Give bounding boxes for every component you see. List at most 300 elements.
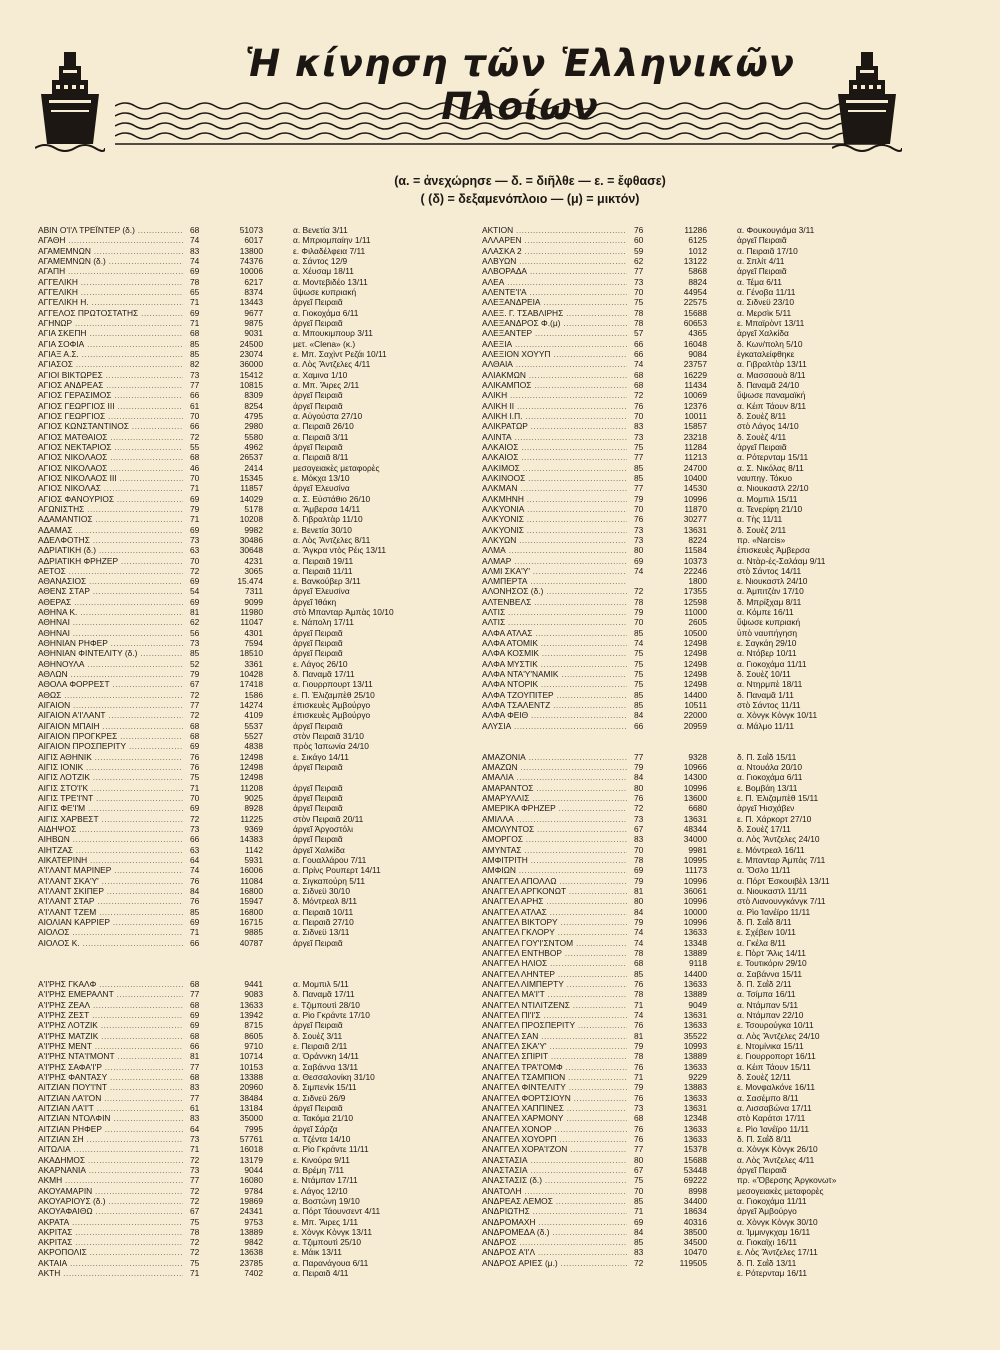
ship-year: 68 [634,1113,644,1124]
ship-status: δ. Σουὲζ 8/11 [737,410,787,421]
ship-year: 76 [634,1020,644,1031]
ship-row [482,638,942,648]
ship-year: 68 [190,999,200,1010]
ship-tonnage: 35522 [683,1030,707,1041]
ship-tonnage: 8605 [244,1030,263,1041]
ship-year: 76 [634,1092,644,1103]
ship-row [38,576,498,586]
ship-row [482,566,942,576]
ship-year: 76 [634,978,644,989]
ship-year: 70 [634,1185,644,1196]
ship-year: 77 [634,452,644,463]
ship-status: δ. Κων/πολη 5/10 [737,338,803,349]
ship-status: α. Γιουρρπουρτ 13/11 [293,679,373,690]
ship-year: 75 [634,669,644,680]
ship-name: ΑΙΤΩΛΙΑ ..... [38,1144,183,1154]
ship-name: ΑΝΑΣΤΑΣΙΑ ..... [482,1155,627,1165]
ship-tonnage: 13633 [683,1133,707,1144]
ship-name: ΑΝΑΓΓΕΛ ΤΡΑ'Ι'ΟΜΦ ..... [482,1062,627,1072]
ship-row [38,328,498,338]
ship-name: ΑΘΗΝΑΙ ..... [38,628,183,638]
ship-year: 77 [634,1144,644,1155]
ship-row [482,1186,942,1196]
ship-status: δ. Σουὲζ 3/11 [293,1030,343,1041]
ship-tonnage: 44954 [683,286,707,297]
ship-list-left [38,225,498,1278]
ship-tonnage: 3361 [244,658,263,669]
ship-row [482,896,942,906]
ship-tonnage: 48344 [683,824,707,835]
ship-name: ΑΚΑΡΝΑΝΙΑ ..... [38,1165,183,1175]
ship-year: 62 [634,255,644,266]
ship-tonnage: 60653 [683,317,707,328]
ship-tonnage: 11213 [684,452,707,463]
ship-name: ΑΛΜΙ ΣΚΑ'Υ' ..... [482,566,627,576]
ship-name: ΑΓΙΟΣ ΝΙΚΟΛΑΟΣ ..... [38,452,183,462]
ship-status: ἀργεῖ Πειραιᾶ [293,762,343,773]
ship-status: ε. Μάικ 13/11 [293,1247,342,1258]
ship-name: ΑΛΚΥΟΝΙΣ ..... [482,525,627,535]
ship-year: 61 [190,1102,200,1113]
ship-row [38,246,498,256]
ship-tonnage: 13122 [683,255,707,266]
ship-year: 63 [190,545,200,556]
ship-tonnage: 12498 [683,658,707,669]
ship-tonnage: 8715 [244,1020,263,1031]
ship-year: 76 [634,514,644,525]
ship-name: ΑΓΙΟΣ ΚΩΝΣΤΑΝΤΙΝΟΣ ..... [38,421,183,431]
ship-row [482,1206,942,1216]
ship-tonnage: 10428 [239,669,263,680]
ship-name: ΑΓΙΟΣ ΓΕΩΡΓΙΟΣ ..... [38,411,183,421]
ship-year: 61 [190,400,200,411]
ship-year: 77 [190,1061,200,1072]
ship-row [482,803,942,813]
ship-year: 66 [190,421,200,432]
ship-year: 71 [634,1206,644,1217]
ship-status: α. Τζέντα 14/10 [293,1133,351,1144]
ship-name: ΑΛΚΙΜΟΣ ..... [482,463,627,473]
ship-tonnage: 23785 [239,1257,263,1268]
ship-tonnage: 17355 [683,586,707,597]
ship-tonnage: 24700 [683,462,707,473]
ship-tonnage: 9369 [244,824,263,835]
ship-tonnage: 74376 [239,255,263,266]
ship-row [482,339,942,349]
ship-tonnage: 15345 [239,472,263,483]
ship-status: δ. Γιβραλτὰρ 11/10 [293,514,363,525]
ship-status: μεσογειακὲς μεταφορὲς [737,1185,824,1196]
ship-row [482,1155,942,1165]
ship-year: 80 [634,782,644,793]
ship-name: ΑΛΦΑ ΤΣΑΛΕΝΤΖ ..... [482,700,627,710]
ship-row [482,710,942,720]
ship-status: α. Κόμπε 16/11 [737,607,794,618]
ship-name: ΑΛΕΝΤΕ'Ι'Α ..... [482,287,627,297]
ship-tonnage: 10500 [683,627,707,638]
ship-icon [832,48,902,153]
ship-name: ΑΓΙΟΣ ΓΕΩΡΓΙΟΣ III ..... [38,401,183,411]
ship-status: δ. Μόντρεαλ 8/11 [293,896,357,907]
ship-row [482,659,942,669]
ship-year: 83 [634,834,644,845]
ship-status: α. Γκέλα 8/11 [737,937,786,948]
ship-year: 75 [634,679,644,690]
ship-row [482,617,942,627]
ship-row [482,793,942,803]
ship-name: ΑΘΗΝΑΙ ..... [38,617,183,627]
ship-status: α. Λὸς Ἄντζελες 24/10 [737,834,820,845]
ship-status: ε. Μονφαλκόνε 16/11 [737,1082,815,1093]
ship-year: 83 [634,1247,644,1258]
ship-status: ἐπισκευὲς Ἀμβερσα [737,545,810,556]
ship-name: ΑΓΙΟΣ ΝΙΚΟΛΑΟΣ ..... [38,463,183,473]
ship-year: 67 [190,1206,200,1217]
ship-name: ΑΛΕΞΑΝΤΕΡ ..... [482,328,627,338]
ship-name: Α'Ι'ΡΗΣ ΜΕΝΤ ..... [38,1041,183,1051]
ship-tonnage: 9328 [688,751,707,762]
ship-tonnage: 30277 [683,514,707,525]
ship-tonnage: 13633 [683,1020,707,1031]
ship-name: ΑΝΔΡΙΩΤΗΣ ..... [482,1206,627,1216]
ship-status: α. Σιγκαπούρη 5/11 [293,875,365,886]
ship-tonnage: 4109 [244,710,263,721]
ship-status: α. Ὄσλο 11/11 [737,865,791,876]
ship-name: ΑΜΑΛΙΑ ..... [482,772,627,782]
ship-status: ὑπὸ ναυπήγηση [737,627,798,638]
ship-row [482,256,942,266]
ship-status: α. Ἀμπιτζὰν 17/10 [737,586,804,597]
ship-status: α. Πειραιᾶ 26/10 [293,421,354,432]
ship-name: ΑΝΑΓΓΕΛ ΛΙΜΠΕΡΤΥ ..... [482,979,627,989]
ship-year: 75 [634,658,644,669]
ship-tonnage: 9049 [688,999,707,1010]
ship-row [38,566,498,576]
ship-name: ΑΝΔΡΟΣ Α'Ι'Λ ..... [482,1247,627,1257]
ship-row [38,917,498,927]
ship-row [38,783,498,793]
ship-row [482,535,942,545]
ship-tonnage: 13631 [683,813,707,824]
ship-year: 79 [634,875,644,886]
ship-year: 85 [190,348,200,359]
ship-year: 66 [190,834,200,845]
ship-row [482,1103,942,1113]
ship-tonnage: 38484 [239,1092,263,1103]
ship-name: ΑΝΑΓΓΕΛ ΑΡΗΣ ..... [482,896,627,906]
ship-year: 73 [190,638,200,649]
ship-name: ΑΝΔΡΟΜΕΔΑ (δ.) ..... [482,1227,627,1237]
ship-row [38,525,498,535]
ship-status: ε. Βομβάη 13/11 [737,782,798,793]
ship-row [482,690,942,700]
ship-tonnage: 9842 [244,1237,263,1248]
ship-tonnage: 9982 [244,524,263,535]
ship-status: πρ. «Narcis» [737,534,786,545]
ship-status: ε. Κινούρα 9/11 [293,1154,350,1165]
ship-tonnage: 13348 [683,937,707,948]
ship-row [482,907,942,917]
ship-status: α. Παρανάγουα 6/11 [293,1257,369,1268]
ship-year: 68 [634,958,644,969]
ship-year: 85 [634,689,644,700]
ship-row [482,349,942,359]
ship-row [38,421,498,431]
ship-year: 81 [634,1030,644,1041]
ship-name: ΑΔΡΙΑΤΙΚΗ (δ.) ..... [38,545,183,555]
ship-name: ΑΛΚΙΝΟΟΣ ..... [482,473,627,483]
ship-tonnage: 7311 [244,586,263,597]
ship-tonnage: 15688 [683,307,707,318]
ship-tonnage: 22575 [683,297,707,308]
ship-status: α. Ντόβερ 10/11 [737,648,797,659]
ship-row [38,721,498,731]
ship-status: ε. Ρὶο Ἰανέϊρο 11/11 [737,1123,810,1134]
ship-name: ΑΛΛΑΡΕΝ ..... [482,235,627,245]
ship-name: ΑΓΙΟΣ ΦΑΝΟΥΡΙΟΣ ..... [38,494,183,504]
ship-status: ἀργεῖ Ἐλευσίνα [293,586,350,597]
ship-status: δ. Π. Σαῒδ 13/11 [737,1257,797,1268]
ship-tonnage: 15688 [683,1154,707,1165]
ship-row [38,1165,498,1175]
ship-year: 71 [190,927,200,938]
ship-status: α. Ρὶο Γκράντε 11/11 [293,1144,369,1155]
ship-tonnage: 16715 [239,916,263,927]
ship-tonnage: 5527 [244,731,263,742]
ship-tonnage: 11870 [684,503,707,514]
ship-name: ΑΛΕΞΙΟΝ ΧΟΥΥΠ ..... [482,349,627,359]
ship-year: 68 [190,720,200,731]
ship-name: ΑΝΑΓΓΕΛ ΑΡΓΚΟΝΩΤ ..... [482,886,627,896]
ship-tonnage: 14383 [239,834,263,845]
ship-row [482,411,942,421]
ship-name: ΑΛΘΑΙΑ ..... [482,359,627,369]
ship-name: ΑΜΙΛΛΑ ..... [482,814,627,824]
ship-tonnage: 9784 [244,1185,263,1196]
ship-name: ΑΚΟΥΑΡΙΟΥΣ (δ.) ..... [38,1196,183,1206]
ship-row [38,886,498,896]
ship-row [38,1247,498,1257]
ship-status: ε. Π. Χάρκορτ 27/10 [737,813,812,824]
ship-tonnage: 4231 [244,555,263,566]
ship-year: 71 [634,999,644,1010]
ship-tonnage: 11286 [684,225,707,235]
ship-name: ΑΚΟΥΑΦΑΙΘΩ ..... [38,1206,183,1216]
ship-tonnage: 1800 [688,576,707,587]
ship-year: 71 [190,1144,200,1155]
ship-row [482,762,942,772]
ship-year: 72 [190,1185,200,1196]
ship-year: 69 [190,266,200,277]
ship-row [38,1041,498,1051]
ship-year: 68 [634,369,644,380]
ship-tonnage: 34500 [683,1237,707,1248]
ship-tonnage: 1142 [244,844,263,855]
ship-row [482,1165,942,1175]
ship-tonnage: 11173 [684,865,707,876]
ship-row [38,793,498,803]
ship-name: Α'Ι'ΡΗΣ ΖΕΣΤ ..... [38,1010,183,1020]
ship-status: α. Πειραιᾶ 4/11 [293,1268,349,1279]
ship-name: ΑΘΕΝΣ ΣΤΑΡ ..... [38,586,183,596]
ship-name: Α'Ι'ΡΗΣ ΜΑΤΖΙΚ ..... [38,1031,183,1041]
ship-year: 70 [634,844,644,855]
ship-row [482,432,942,442]
ship-tonnage: 119505 [679,1257,707,1268]
ship-name: ΑΛΙΚΗ Ι.Π. ..... [482,411,627,421]
ship-row [482,865,942,875]
ship-name: Α'Ι'ΛΑΝΤ ΣΤΑΡ ..... [38,896,183,906]
ship-name: ΑΛΕΞΑΝΔΡΟΣ Φ.(μ) ..... [482,318,627,328]
list-spacer [482,741,942,751]
ship-row [38,855,498,865]
ship-tonnage: 26537 [239,452,263,463]
ship-tonnage: 30486 [239,534,263,545]
ship-tonnage: 9083 [244,989,263,1000]
ship-year: 80 [634,545,644,556]
ship-tonnage: 13633 [239,999,263,1010]
ship-row [482,1031,942,1041]
ship-name: ΑΝΑΓΓΕΛ ΝΤΙΛΙΤΖΕΝΣ ..... [482,1000,627,1010]
ship-year: 69 [190,803,200,814]
ship-year: 79 [634,493,644,504]
ship-year: 85 [190,906,200,917]
ship-year: 84 [634,906,644,917]
ship-status: α. Σ. Εὐστάθιο 26/10 [293,493,371,504]
ship-status: δ. Σουὲζ 17/11 [737,824,791,835]
ship-tonnage: 8998 [688,1185,707,1196]
ship-tonnage: 13889 [239,1226,263,1237]
ship-row [38,287,498,297]
ship-status: α. Γιβραλτὰρ 13/11 [737,359,807,370]
ship-name: ΑΛΥΣΙΑ ..... [482,721,627,731]
ship-status: α. Σιδνεϋ 13/11 [293,927,350,938]
ship-row [38,979,498,989]
ship-name: Α'Ι'ΡΗΣ ΣΑΦΑ'Ι'Ρ ..... [38,1062,183,1072]
ship-name: ΑΛΑΣΚΑ 2 ..... [482,246,627,256]
ship-row [38,473,498,483]
ship-name: ΑΒΙΝ Ο'Ι'Λ ΤΡΕΪΝΤΕΡ (δ.) ..... [38,225,183,235]
ship-row [38,225,498,235]
ship-year: 52 [190,658,200,669]
ship-name: ΑΝΔΡΟΜΑΧΗ ..... [482,1217,627,1227]
ship-status: στὸ Λιανουνγκάνγκ 7/11 [737,896,826,907]
ship-row [482,783,942,793]
ship-status: α. Σαβάννα 15/11 [737,968,803,979]
ship-tonnage: 51073 [239,225,263,235]
ship-row [482,1000,942,1010]
ship-row [38,442,498,452]
ship-tonnage: 13184 [239,1102,263,1113]
ship-tonnage: 38500 [683,1226,707,1237]
ship-status: α. Τσίμπα 16/11 [737,989,796,1000]
ship-tonnage: 10153 [239,1061,263,1072]
ship-year: 69 [190,576,200,587]
ship-name: ΑΙΟΛΟΣ Κ. ..... [38,938,183,948]
ship-year: 72 [190,1247,200,1258]
list-spacer [38,958,498,968]
ship-row [38,463,498,473]
ship-year: 67 [190,679,200,690]
ship-year: 81 [634,886,644,896]
ship-year: 71 [190,514,200,525]
ship-year: 77 [634,751,644,762]
ship-year: 70 [190,472,200,483]
ship-name: ΑΜΥΝΤΑΣ ..... [482,845,627,855]
ship-year: 77 [634,266,644,277]
ship-row [38,845,498,855]
ship-name: ΑΓΓΕΛΟΣ ΠΡΩΤΟΣΤΑΤΗΣ ..... [38,308,183,318]
ship-tonnage: 17418 [239,679,263,690]
ship-row [38,504,498,514]
ship-tonnage: 5178 [244,503,263,514]
ship-row [38,339,498,349]
ship-row [38,628,498,638]
ship-row [38,1196,498,1206]
ship-tonnage: 14274 [239,700,263,711]
ship-year: 68 [190,1030,200,1041]
ship-year: 64 [190,855,200,866]
ship-name: Α'Ι'ΡΗΣ ΝΤΑ'Ι'ΜΟΝΤ ..... [38,1051,183,1061]
ship-tonnage: 13631 [683,1102,707,1113]
ship-tonnage: 11225 [240,813,263,824]
ship-name: ΑΛΚΑΙΟΣ ..... [482,442,627,452]
ship-tonnage: 16800 [239,906,263,917]
ship-name: ΑΓΙΑ ΣΚΕΠΗ ..... [38,328,183,338]
ship-year: 82 [190,359,200,370]
ship-row [38,814,498,824]
ship-row [482,917,942,927]
ship-tonnage: 13638 [239,1247,263,1258]
ship-row [38,1155,498,1165]
ship-year: 76 [190,751,200,762]
ship-status: α. Φουκουγιάμα 3/11 [737,225,815,235]
ship-tonnage: 12498 [239,762,263,773]
ship-status: α. Μπ. Ἄιρες 2/11 [293,379,360,390]
ship-name: ΑΚΡΑΤΑ ..... [38,1217,183,1227]
ship-name: ΑΝΑΓΓΕΛ ΓΟΥ'Ι'ΣΝΤΟΜ ..... [482,938,627,948]
ship-name: ΑΛΦΑ ΚΟΣΜΙΚ ..... [482,648,627,658]
ship-name: ΑΛΕΞ. Γ. ΤΣΑΒΛΙΡΗΣ ..... [482,308,627,318]
ship-status: ἀργεῖ Πειραιᾶ [293,317,343,328]
ship-row [482,979,942,989]
ship-row [482,473,942,483]
ship-row [482,246,942,256]
ship-year: 83 [634,421,644,432]
ship-status: ε. Βανκούβερ 3/11 [293,576,361,587]
ship-year: 60 [634,235,644,246]
ship-row [482,1093,942,1103]
ship-name: ΑΛΙΚΗ ΙΙ ..... [482,401,627,411]
ship-tonnage: 53448 [683,1164,707,1175]
ship-name: ΑΙΚΑΤΕΡΙΝΗ ..... [38,855,183,865]
ship-row [482,1072,942,1082]
ship-name: Α'Ι'ΛΑΝΤ ΜΑΡΙΝΕΡ ..... [38,865,183,875]
ship-name: ΑΓΙΟΣ ΝΙΚΟΛΑΟΣ III ..... [38,473,183,483]
ship-status: ἀργεῖ Πειραιᾶ [293,648,343,659]
ship-year: 85 [190,648,200,659]
ship-status: ε. Σαγκάη 29/10 [737,638,797,649]
ship-status: ἀργεῖ Πειραιᾶ [293,793,343,804]
ship-tonnage: 9044 [244,1164,263,1175]
ship-year: 71 [190,1268,200,1279]
ship-status: α. Μερσὶκ 5/11 [737,307,792,318]
ship-year: 80 [634,896,644,907]
ship-status: α. Πειραιᾶ 8/11 [293,452,349,463]
ship-year: 73 [634,276,644,287]
ship-row [482,948,942,958]
ship-tonnage: 69222 [683,1175,707,1186]
